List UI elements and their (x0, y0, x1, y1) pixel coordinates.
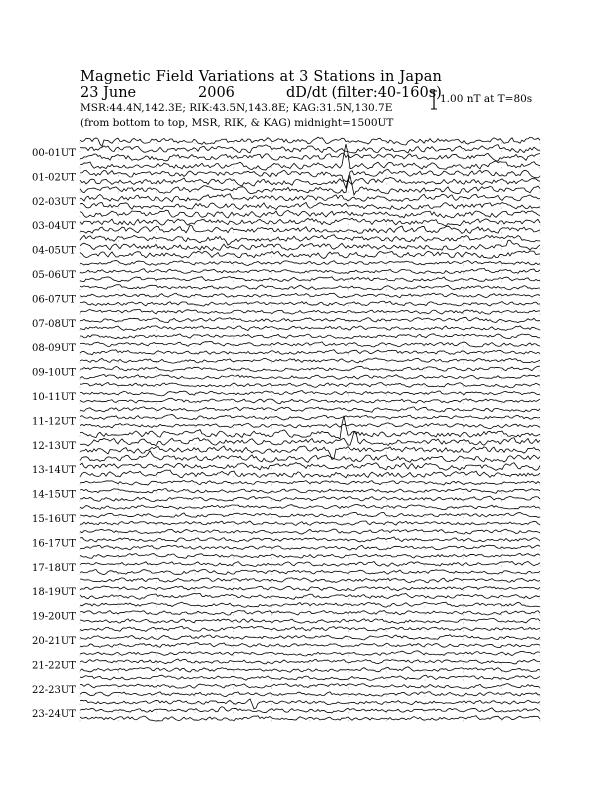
hour-label: 05-06UT (32, 270, 76, 281)
hour-label: 22-23UT (32, 684, 76, 696)
hour-label: 01-02UT (32, 172, 76, 184)
year-label: 2006 (198, 85, 235, 101)
trace-kag (80, 177, 540, 186)
hour-label: 02-03UT (32, 196, 76, 208)
hour-label: 14-15UT (32, 489, 76, 501)
hour-label: 18-19UT (32, 587, 76, 599)
hour-label: 19-20UT (32, 611, 76, 623)
hour-label: 13-14UT (32, 465, 76, 477)
hour-label: 11-12UT (32, 416, 76, 428)
hour-label: 23-24UT (32, 709, 76, 721)
scale-label: 1.00 nT at T=80s (440, 93, 533, 105)
date-label: 23 June (80, 85, 137, 101)
trace-rik (80, 169, 540, 188)
hour-label: 08-09UT (32, 343, 76, 355)
hour-label: 07-08UT (32, 318, 76, 330)
hour-label: 17-18UT (32, 562, 76, 574)
hour-label: 00-01UT (32, 148, 76, 159)
hour-label: 12-13UT (32, 440, 76, 452)
hour-label: 10-11UT (32, 392, 76, 403)
hour-label: 03-04UT (32, 221, 76, 233)
hour-label: 21-22UT (32, 660, 76, 672)
stations-label: MSR:44.4N,142.3E; RIK:43.5N,143.8E; KAG:31.5N,130.7E (80, 102, 393, 114)
component-label: dD/dt (filter:40-160s) (286, 85, 442, 101)
hour-label: 15-16UT (32, 514, 76, 525)
hour-label: 16-17UT (32, 538, 76, 550)
order-note: (from bottom to top, MSR, RIK, & KAG) midnight=1500UT (80, 117, 394, 129)
trace-msr (80, 137, 540, 146)
hour-label: 04-05UT (32, 245, 76, 257)
chart-title: Magnetic Field Variations at 3 Stations in Japan (80, 69, 443, 85)
hour-label: 20-21UT (32, 636, 76, 647)
hour-label: 09-10UT (32, 367, 76, 379)
hour-label: 06-07UT (32, 294, 76, 306)
